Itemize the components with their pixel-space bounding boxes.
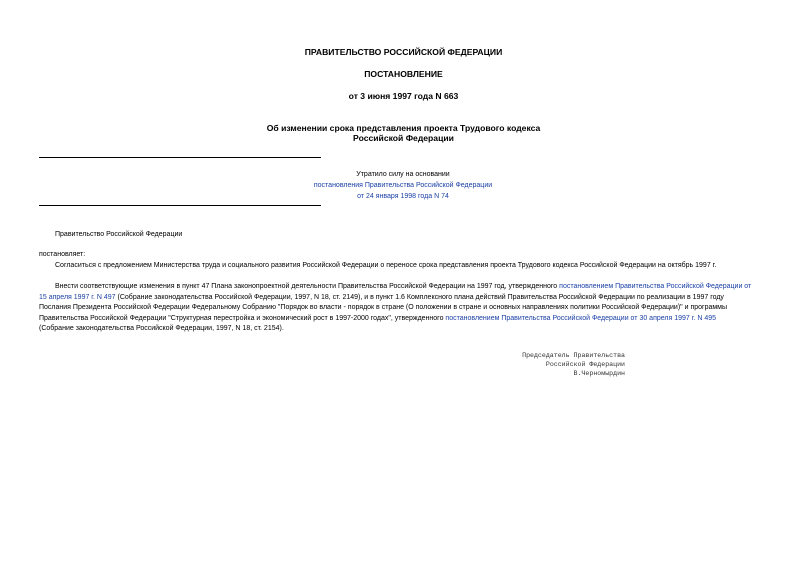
status-note-link-line-1[interactable]: постановления Правительства Российской Федерации (313, 182, 493, 189)
signature-block (522, 351, 625, 378)
resolution-497-link-part-2[interactable]: 15 апреля 1997 г. N 497 (39, 293, 116, 301)
divider-top (39, 157, 321, 158)
status-note-text: Утратило силу на основании (356, 171, 450, 178)
status-note-link-line-2[interactable]: от 24 января 1998 года N 74 (357, 193, 449, 200)
document-date-number: от 3 июня 1997 года N 663 (348, 91, 459, 101)
signature-name: В.Черномырдин (573, 370, 625, 377)
government-heading: ПРАВИТЕЛЬСТВО РОССИЙСКОЙ ФЕДЕРАЦИИ (304, 47, 503, 57)
item-2-paragraph (39, 282, 769, 335)
document-type-heading: ПОСТАНОВЛЕНИЕ (364, 69, 443, 79)
item-2-line-2 (39, 293, 769, 304)
document-subject-line-2: Российской Федерации (353, 133, 454, 143)
signature-title-1: Председатель Правительства (522, 352, 625, 359)
item-2-line-2-text: (Собрание законодательства Российской Федерации, 1997, N 18, ст. 2149), и в пункт 1.6 Комплексного плана действий Правительства Российской Федерации по реализации в 1997 году (117, 293, 724, 301)
divider-bottom (39, 205, 321, 206)
decides-line: постановляет: (39, 251, 86, 258)
item-1-paragraph: Согласиться с предложением Министерства труда и социального развития Российской Федерации о переносе срока представления проекта Трудового кодекса Российской Федерации на октябрь 1997 г. (55, 262, 717, 269)
resolution-497-link-part-1[interactable]: постановлением Правительства Российской Федерации от (559, 283, 752, 290)
resolution-495-link[interactable]: постановлением Правительства Российской Федерации от 30 апреля 1997 г. N 495 (445, 314, 717, 322)
item-2-line-1 (39, 282, 769, 293)
document-subject-line-1: Об изменении срока представления проекта Трудового кодекса (266, 123, 541, 133)
item-2-line-5: (Собрание законодательства Российской Федерации, 1997, N 18, ст. 2154). (39, 325, 284, 333)
item-2-line-3: Послания Президента Российской Федерации Федеральному Собранию "Порядок во власти - порядок в стране (О положении в стране и основных направлениях политики Российской Федерации)" и программы (39, 304, 728, 312)
item-2-line-1-text: Внести соответствующие изменения в пункт 47 Плана законопроектной деятельности Правительства Российской Федерации на 1997 год, утвержденного (55, 283, 558, 290)
item-2-line-4-text: Правительства Российской Федерации "Структурная перестройка и экономический рост в 1997-2000 годах", утвержденного (39, 314, 444, 322)
government-line: Правительство Российской Федерации (55, 231, 183, 238)
item-2-line-4 (39, 314, 769, 325)
signature-title-2: Российской Федерации (545, 361, 625, 368)
